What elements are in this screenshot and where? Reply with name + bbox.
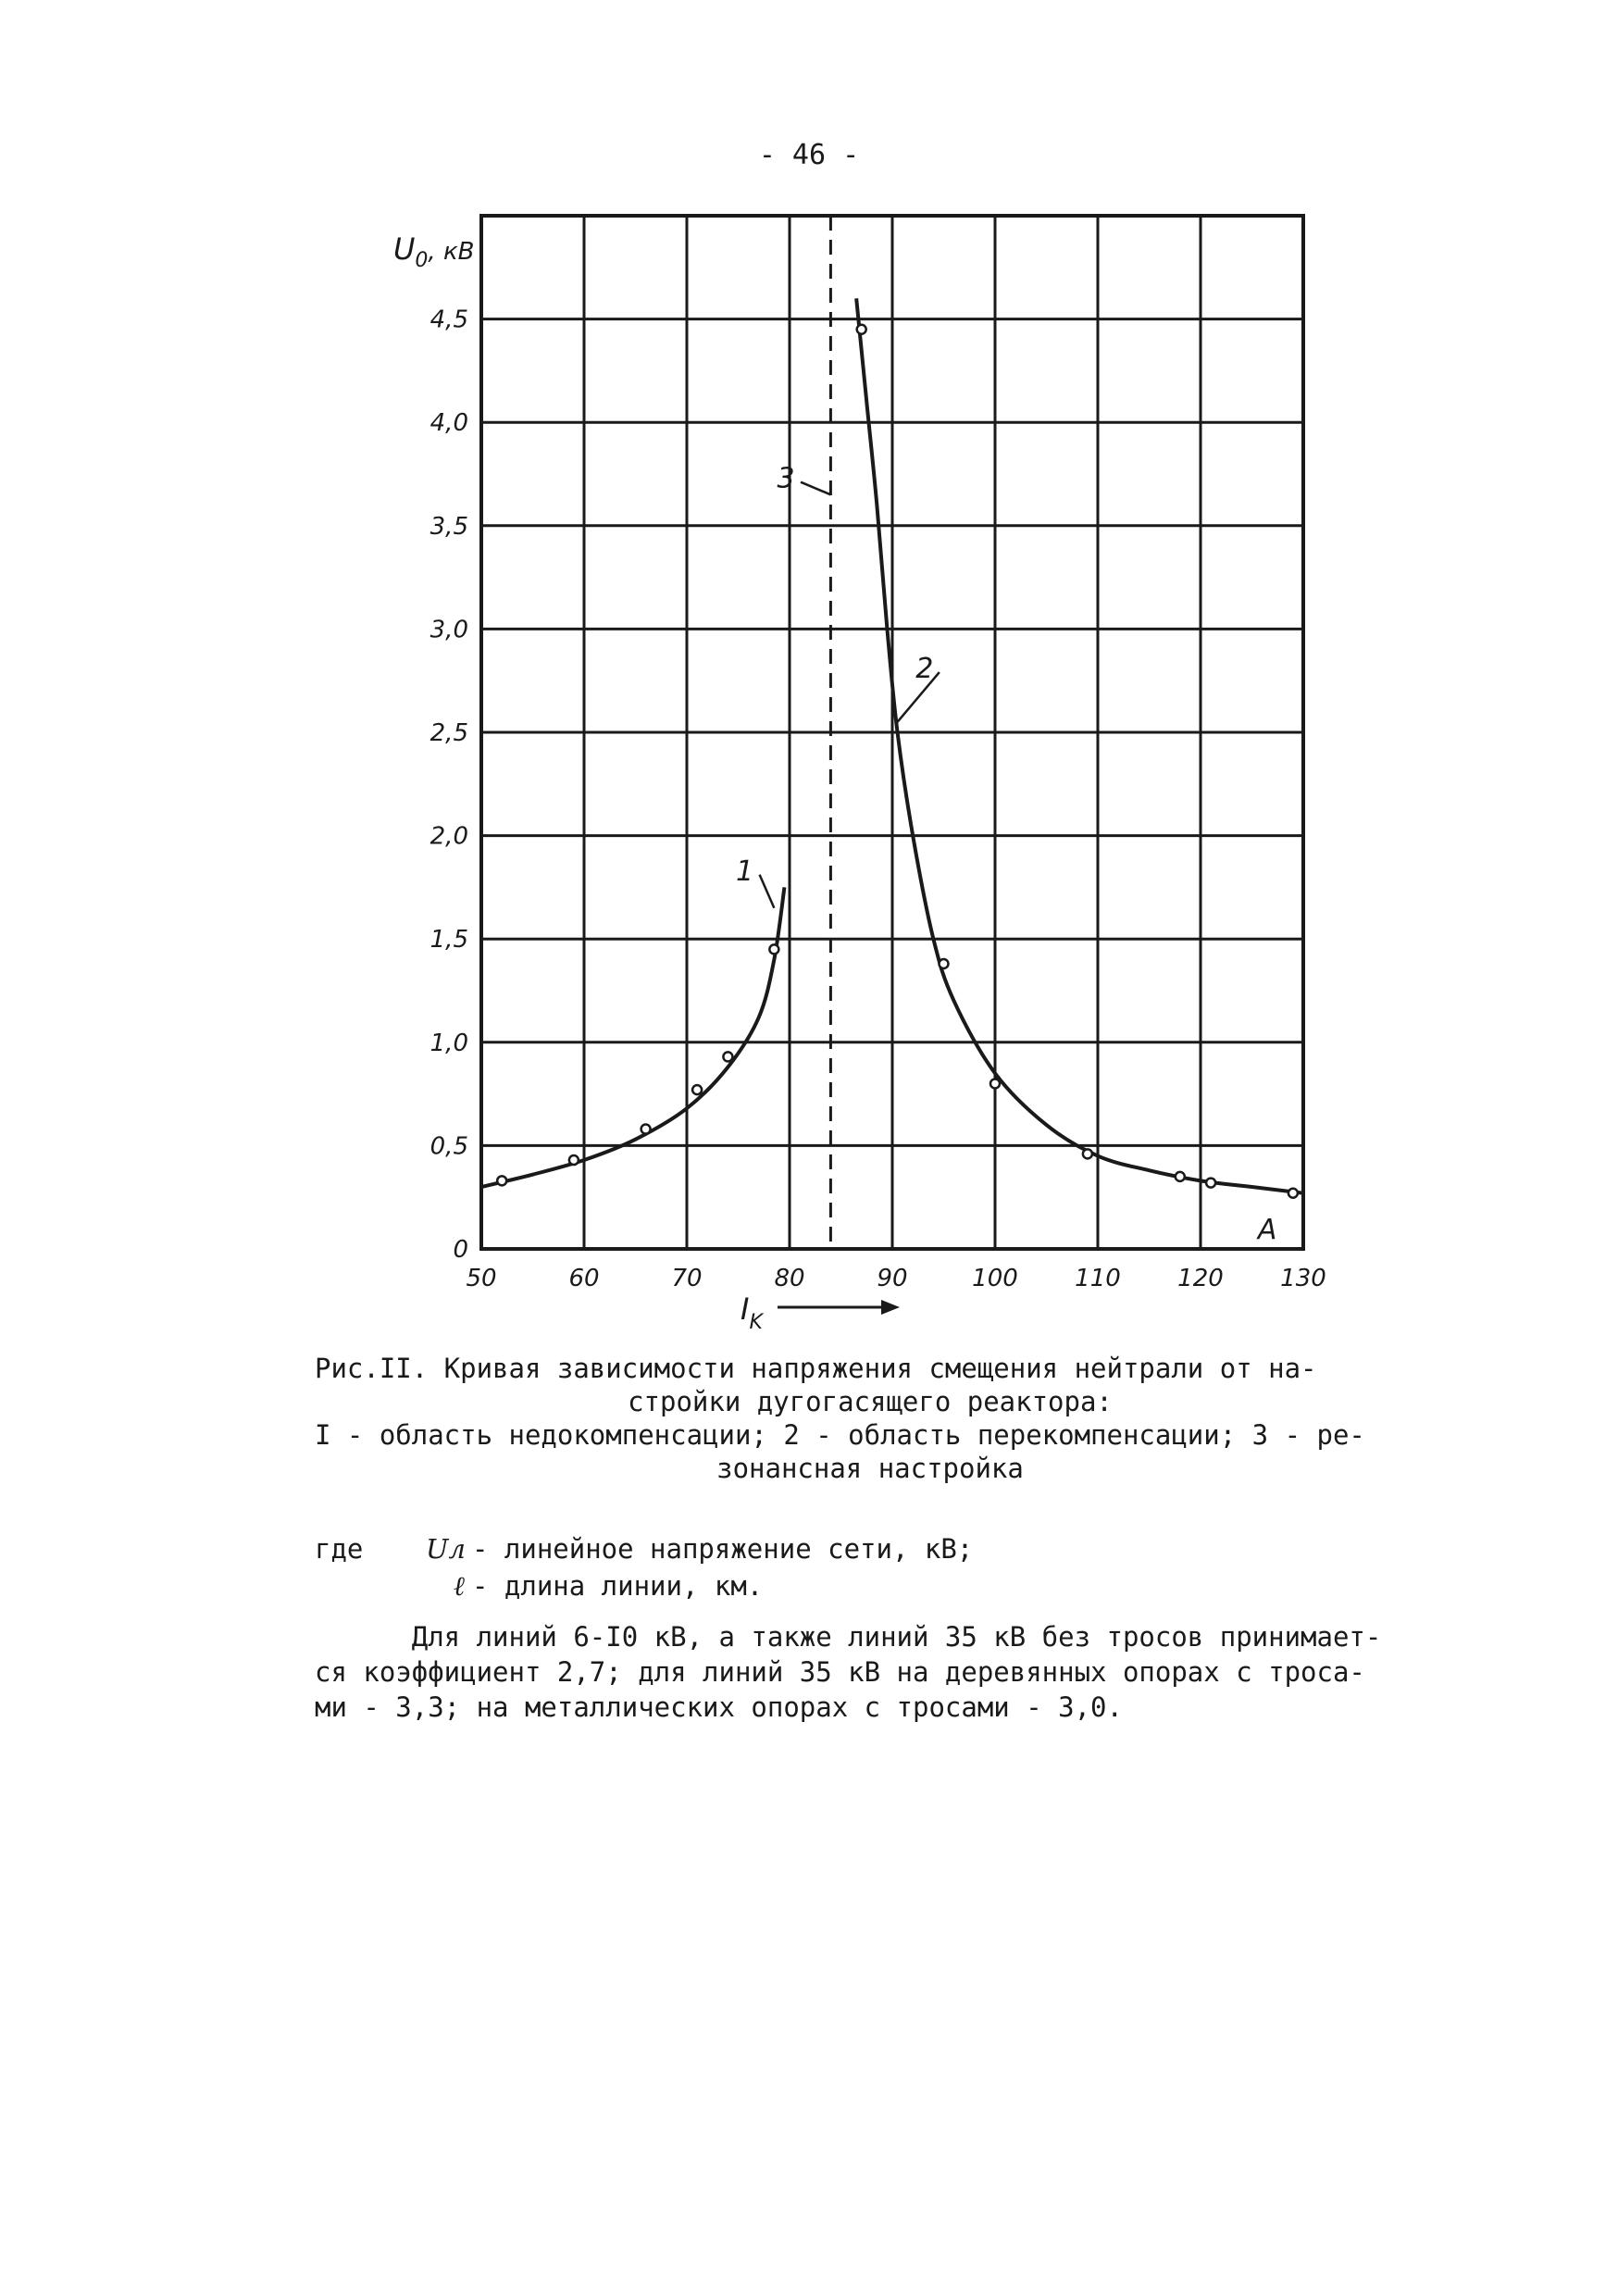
paragraph-line: ми - 3,3; на металлических опорах с тросами - 3,0. <box>315 1691 1123 1723</box>
body-paragraph <box>315 1620 1381 1726</box>
annotation-leader <box>801 482 830 495</box>
chart-points <box>497 325 1298 1198</box>
definition-row <box>315 1532 973 1569</box>
x-tick-label: 120 <box>1177 1265 1224 1292</box>
y-tick-label: 2,0 <box>429 822 468 851</box>
series-2-point <box>1083 1149 1092 1158</box>
y-tick-label: 4,5 <box>429 306 468 334</box>
y-tick-label: 1,0 <box>429 1029 468 1057</box>
x-tick-label: 130 <box>1280 1265 1326 1292</box>
series-1-point <box>769 944 778 954</box>
where-key: где <box>315 1533 364 1565</box>
series-1-point <box>641 1125 651 1134</box>
series-1-point <box>723 1052 732 1061</box>
definition-text: - линейное напряжение сети, кВ; <box>472 1533 974 1565</box>
y-tick-label: 3,0 <box>429 616 468 644</box>
definition-text: - длина линии, км. <box>472 1570 764 1602</box>
page-number: - 46 - <box>758 139 860 171</box>
annotation-label: 3 <box>777 462 795 495</box>
symbol: ℓ <box>453 1570 465 1602</box>
series-2-point <box>1288 1189 1298 1198</box>
symbol: Uл <box>426 1533 466 1565</box>
annotation-leader <box>760 875 775 908</box>
series-2-point <box>1206 1179 1215 1188</box>
definition-row <box>315 1569 973 1606</box>
x-tick-label: 70 <box>671 1265 703 1292</box>
caption-line: стройки дугогасящего реактора: <box>628 1386 1113 1417</box>
y-axis-label: $U_0^{, кВ}$ <box>393 231 475 272</box>
x-tick-label: 90 <box>877 1265 908 1292</box>
y-tick-label: 4,0 <box>429 409 468 438</box>
chart-annotations <box>736 463 1276 1246</box>
annotation-label: 2 <box>915 653 934 686</box>
series-1-curve <box>481 887 784 1187</box>
x-tick-label: 100 <box>972 1265 1018 1292</box>
x-tick-label: 50 <box>466 1265 497 1292</box>
y-tick-label: 0 <box>453 1236 468 1264</box>
series-1-point <box>569 1155 579 1165</box>
annotation-label: 1 <box>736 855 754 888</box>
y-tick-label: 2,5 <box>429 719 468 747</box>
y-tick-label: 3,5 <box>429 512 468 541</box>
caption-line: зонансная настройка <box>716 1453 1024 1484</box>
chart-grid <box>481 216 1303 1249</box>
x-tick-label: 60 <box>568 1265 600 1292</box>
x-axis-arrowhead <box>881 1300 900 1315</box>
caption-line: Рис.II. Кривая зависимости напряжения смещения нейтрали от на- <box>315 1353 1317 1384</box>
annotation-label: A <box>1257 1213 1277 1246</box>
series-1-point <box>692 1085 702 1094</box>
series-2-point <box>857 325 866 334</box>
caption-line: I - область недокомпенсации; 2 - область перекомпенсации; 3 - ре- <box>315 1419 1365 1451</box>
y-tick-label: 1,5 <box>429 926 468 955</box>
paragraph-line: ся коэффициент 2,7; для линий 35 кВ на деревянных опорах с троса- <box>315 1656 1365 1688</box>
x-tick-label: 110 <box>1075 1265 1121 1292</box>
x-axis-label: $I_K$ <box>741 1292 763 1334</box>
series-2-point <box>940 959 949 968</box>
variable-definitions <box>315 1532 973 1606</box>
series-1-point <box>497 1176 506 1185</box>
figure-caption <box>315 1352 1425 1485</box>
y-tick-label: 0,5 <box>429 1132 468 1161</box>
x-tick-label: 80 <box>774 1265 805 1292</box>
paragraph-line: Для линий 6-I0 кВ, а также линий 35 кВ без тросов принимает- <box>315 1621 1382 1653</box>
series-2-point <box>990 1079 1000 1088</box>
x-tick-labels <box>466 1265 1326 1292</box>
y-tick-labels <box>430 306 468 1264</box>
series-2-point <box>1176 1172 1185 1181</box>
series-2-curve <box>856 298 1303 1192</box>
